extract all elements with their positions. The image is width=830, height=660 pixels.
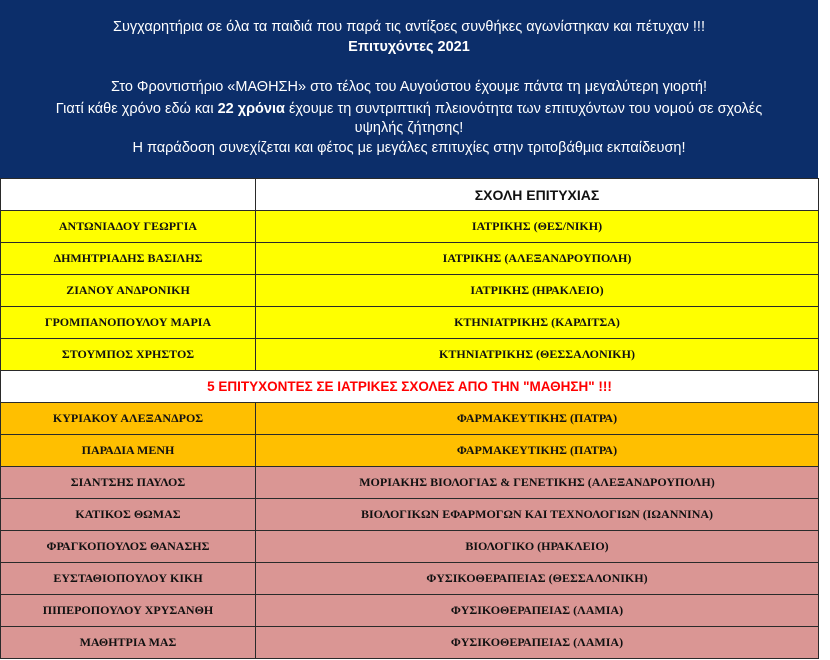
table-row bbox=[1, 339, 819, 371]
header-school-cell: ΣΧΟΛΗ ΕΠΙΤΥΧΙΑΣ bbox=[256, 179, 819, 211]
school-name: ΦΑΡΜΑΚΕΥΤΙΚΗΣ (ΠΑΤΡΑ) bbox=[256, 403, 819, 435]
student-name: ΠΙΠΕΡΟΠΟΥΛΟΥ ΧΡΥΣΑΝΘΗ bbox=[1, 595, 256, 627]
table-row bbox=[1, 307, 819, 339]
table-row bbox=[1, 531, 819, 563]
school-name: ΒΙΟΛΟΓΙΚΩΝ ΕΦΑΡΜΟΓΩΝ ΚΑΙ ΤΕΧΝΟΛΟΓΙΩΝ (ΙΩΑΝΝΙΝΑ) bbox=[256, 499, 819, 531]
table-row bbox=[1, 243, 819, 275]
demand-line: υψηλής ζήτησης! bbox=[354, 120, 464, 136]
table-row bbox=[1, 595, 819, 627]
school-name: ΙΑΤΡΙΚΗΣ (ΘΕΣ/ΝΙΚΗ) bbox=[256, 211, 819, 243]
table-row bbox=[1, 275, 819, 307]
table-row bbox=[1, 627, 819, 659]
banner-title: Επιτυχόντες 2021 bbox=[348, 39, 470, 55]
table-row bbox=[1, 211, 819, 243]
school-name: ΦΑΡΜΑΚΕΥΤΙΚΗΣ (ΠΑΤΡΑ) bbox=[256, 435, 819, 467]
school-name: ΙΑΤΡΙΚΗΣ (ΑΛΕΞΑΝΔΡΟΥΠΟΛΗ) bbox=[256, 243, 819, 275]
student-name: ΣΤΟΥΜΠΟΣ ΧΡΗΣΤΟΣ bbox=[1, 339, 256, 371]
school-name: ΚΤΗΝΙΑΤΡΙΚΗΣ (ΚΑΡΔΙΤΣΑ) bbox=[256, 307, 819, 339]
table-row bbox=[1, 435, 819, 467]
student-name: ΦΡΑΓΚΟΠΟΥΛΟΣ ΘΑΝΑΣΗΣ bbox=[1, 531, 256, 563]
medical-success-notice: 5 ΕΠΙΤΥΧΟΝΤΕΣ ΣΕ ΙΑΤΡΙΚΕΣ ΣΧΟΛΕΣ ΑΠΟ ΤΗΝ "ΜΑΘΗΣΗ" !!! bbox=[1, 371, 819, 403]
student-name: ΚΑΤΙΚΟΣ ΘΩΜΑΣ bbox=[1, 499, 256, 531]
table-row bbox=[1, 563, 819, 595]
student-name: ΚΥΡΙΑΚΟΥ ΑΛΕΞΑΝΔΡΟΣ bbox=[1, 403, 256, 435]
continuation-line: Η παράδοση συνεχίζεται και φέτος με μεγάλες επιτυχίες στην τριτοβάθμια εκπαίδευση! bbox=[132, 140, 686, 156]
school-name: ΒΙΟΛΟΓΙΚΟ (ΗΡΑΚΛΕΙΟ) bbox=[256, 531, 819, 563]
student-name: ΕΥΣΤΑΘΙΟΠΟΥΛΟΥ ΚΙΚΗ bbox=[1, 563, 256, 595]
school-name: ΜΟΡΙΑΚΗΣ ΒΙΟΛΟΓΙΑΣ & ΓΕΝΕΤΙΚΗΣ (ΑΛΕΞΑΝΔΡΟΥΠΟΛΗ) bbox=[256, 467, 819, 499]
school-name: ΚΤΗΝΙΑΤΡΙΚΗΣ (ΘΕΣΣΑΛΟΝΙΚΗ) bbox=[256, 339, 819, 371]
student-name: ΔΗΜΗΤΡΙΑΔΗΣ ΒΑΣΙΛΗΣ bbox=[1, 243, 256, 275]
student-name: ΑΝΤΩΝΙΑΔΟΥ ΓΕΩΡΓΙΑ bbox=[1, 211, 256, 243]
header-name-cell bbox=[1, 179, 256, 211]
notice-row bbox=[1, 371, 819, 403]
student-name: ΠΑΡΑΔΙΑ ΜΕΝΗ bbox=[1, 435, 256, 467]
results-table bbox=[0, 178, 819, 659]
table-row bbox=[1, 467, 819, 499]
years-highlight: 22 χρόνια bbox=[217, 101, 285, 117]
student-name: ΣΙΑΝΤΣΗΣ ΠΑΥΛΟΣ bbox=[1, 467, 256, 499]
tradition-text-end: έχουμε τη συντριπτική πλειονότητα των επιτυχόντων του νομού σε σχολές bbox=[284, 101, 763, 117]
school-name: ΦΥΣΙΚΟΘΕΡΑΠΕΙΑΣ (ΛΑΜΙΑ) bbox=[256, 627, 819, 659]
tradition-line bbox=[0, 101, 818, 117]
table-row bbox=[1, 403, 819, 435]
tradition-text-start: Γιατί κάθε χρόνο εδώ και bbox=[55, 101, 218, 117]
school-name: ΙΑΤΡΙΚΗΣ (ΗΡΑΚΛΕΙΟ) bbox=[256, 275, 819, 307]
table-header-row bbox=[1, 179, 819, 211]
student-name: ΓΡΟΜΠΑΝΟΠΟΥΛΟΥ ΜΑΡΙΑ bbox=[1, 307, 256, 339]
student-name: ΖΙΑΝΟΥ ΑΝΔΡΟΝΙΚΗ bbox=[1, 275, 256, 307]
table-row bbox=[1, 499, 819, 531]
school-name: ΦΥΣΙΚΟΘΕΡΑΠΕΙΑΣ (ΛΑΜΙΑ) bbox=[256, 595, 819, 627]
school-name: ΦΥΣΙΚΟΘΕΡΑΠΕΙΑΣ (ΘΕΣΣΑΛΟΝΙΚΗ) bbox=[256, 563, 819, 595]
congrats-line: Συγχαρητήρια σε όλα τα παιδιά που παρά τις αντίξοες συνθήκες αγωνίστηκαν και πέτυχαν !!! bbox=[113, 19, 705, 35]
student-name: ΜΑΘΗΤΡΙΑ ΜΑΣ bbox=[1, 627, 256, 659]
announcement-banner bbox=[0, 0, 818, 178]
celebration-line: Στο Φροντιστήριο «ΜΑΘΗΣΗ» στο τέλος του Αυγούστου έχουμε πάντα τη μεγαλύτερη γιορτή! bbox=[111, 79, 707, 95]
